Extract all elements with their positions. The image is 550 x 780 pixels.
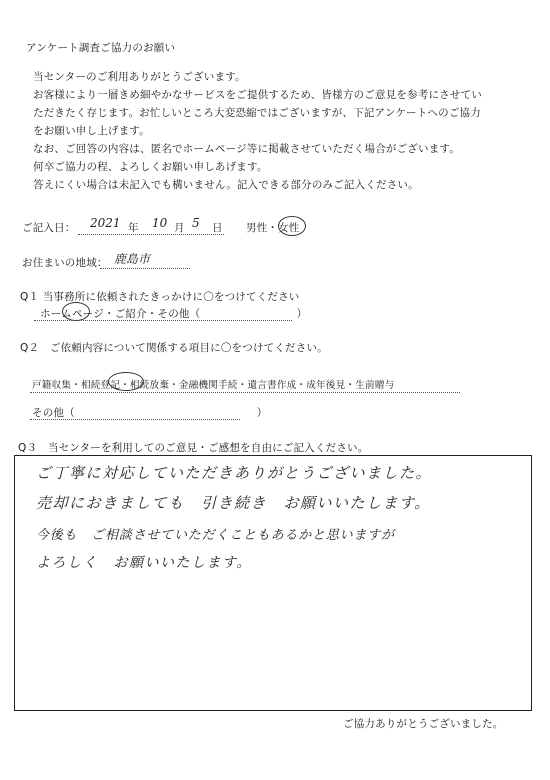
- intro-line: 当センターのご利用ありがとうございます。: [33, 71, 246, 83]
- q2-other-underline: [30, 419, 240, 420]
- q3-answer-line: 今後も ご相談させていただくこともあるかと思いますが: [36, 528, 395, 543]
- q1-selected-circle[interactable]: [62, 302, 90, 321]
- q3-answer-line: 売却におきましても 引き続き お願いいたします。: [36, 494, 431, 512]
- q1-question: Q１ 当事務所に依頼されたきっかけに〇をつけてください: [20, 291, 300, 303]
- q2-question: Q２ ご依頼内容について関係する項目に〇をつけてください。: [20, 342, 328, 354]
- entry-month-unit: 月: [174, 222, 185, 234]
- intro-line: をお願い申し上げます。: [33, 125, 150, 137]
- intro-line: ただきたく存じます。お忙しいところ大変恐縮ではございますが、下記アンケートへのご協力: [33, 107, 481, 119]
- entry-month[interactable]: 10: [152, 216, 168, 230]
- entry-date-underline: [78, 234, 224, 235]
- intro-line: なお、ご回答の内容は、匿名でホームページ等に掲載させていただく場合がございます。: [33, 143, 460, 155]
- residence-value[interactable]: 鹿島市: [114, 252, 151, 266]
- entry-year-unit: 年: [128, 222, 139, 234]
- q2-selected-circle[interactable]: [108, 372, 144, 391]
- q1-underline: [34, 320, 292, 321]
- gender-selected-circle[interactable]: [278, 216, 306, 236]
- intro-line: お客様により一層きめ細やかなサービスをご提供するため、皆様方のご意見を参考にさせてい: [33, 89, 482, 101]
- q3-answer-line: よろしく お願いいたします。: [36, 555, 252, 571]
- q2-options: 戸籍収集・相続登記・相続放棄・金融機関手続・遺言書作成・成年後見・生前贈与: [32, 380, 395, 391]
- q1-options: ホームページ・ご紹介・その他（ ）: [40, 308, 308, 320]
- residence-label: お住まいの地域：: [22, 257, 108, 269]
- q2-other: その他（ ）: [32, 407, 268, 419]
- closing-message: ご協力ありがとうございました。: [343, 718, 504, 730]
- gender-options: 男性・女性: [246, 222, 300, 234]
- intro-line: 何卒ご協力の程、よろしくお願い申しあげます。: [33, 161, 268, 173]
- entry-year[interactable]: 2021: [90, 216, 121, 230]
- entry-date-label: ご記入日：: [22, 222, 76, 234]
- entry-day-unit: 日: [212, 222, 223, 234]
- q2-options-underline: [30, 392, 460, 393]
- entry-day[interactable]: 5: [192, 216, 200, 230]
- q3-question: Q３ 当センターを利用してのご意見・ご感想を自由にご記入ください。: [18, 442, 369, 454]
- residence-underline: [100, 268, 190, 269]
- intro-line: 答えにくい場合は未記入でも構いません。記入できる部分のみご記入ください。: [33, 179, 419, 191]
- survey-title: アンケート調査ご協力のお願い: [26, 42, 176, 54]
- q3-answer-line: ご丁寧に対応していただきありがとうございました。: [36, 464, 433, 482]
